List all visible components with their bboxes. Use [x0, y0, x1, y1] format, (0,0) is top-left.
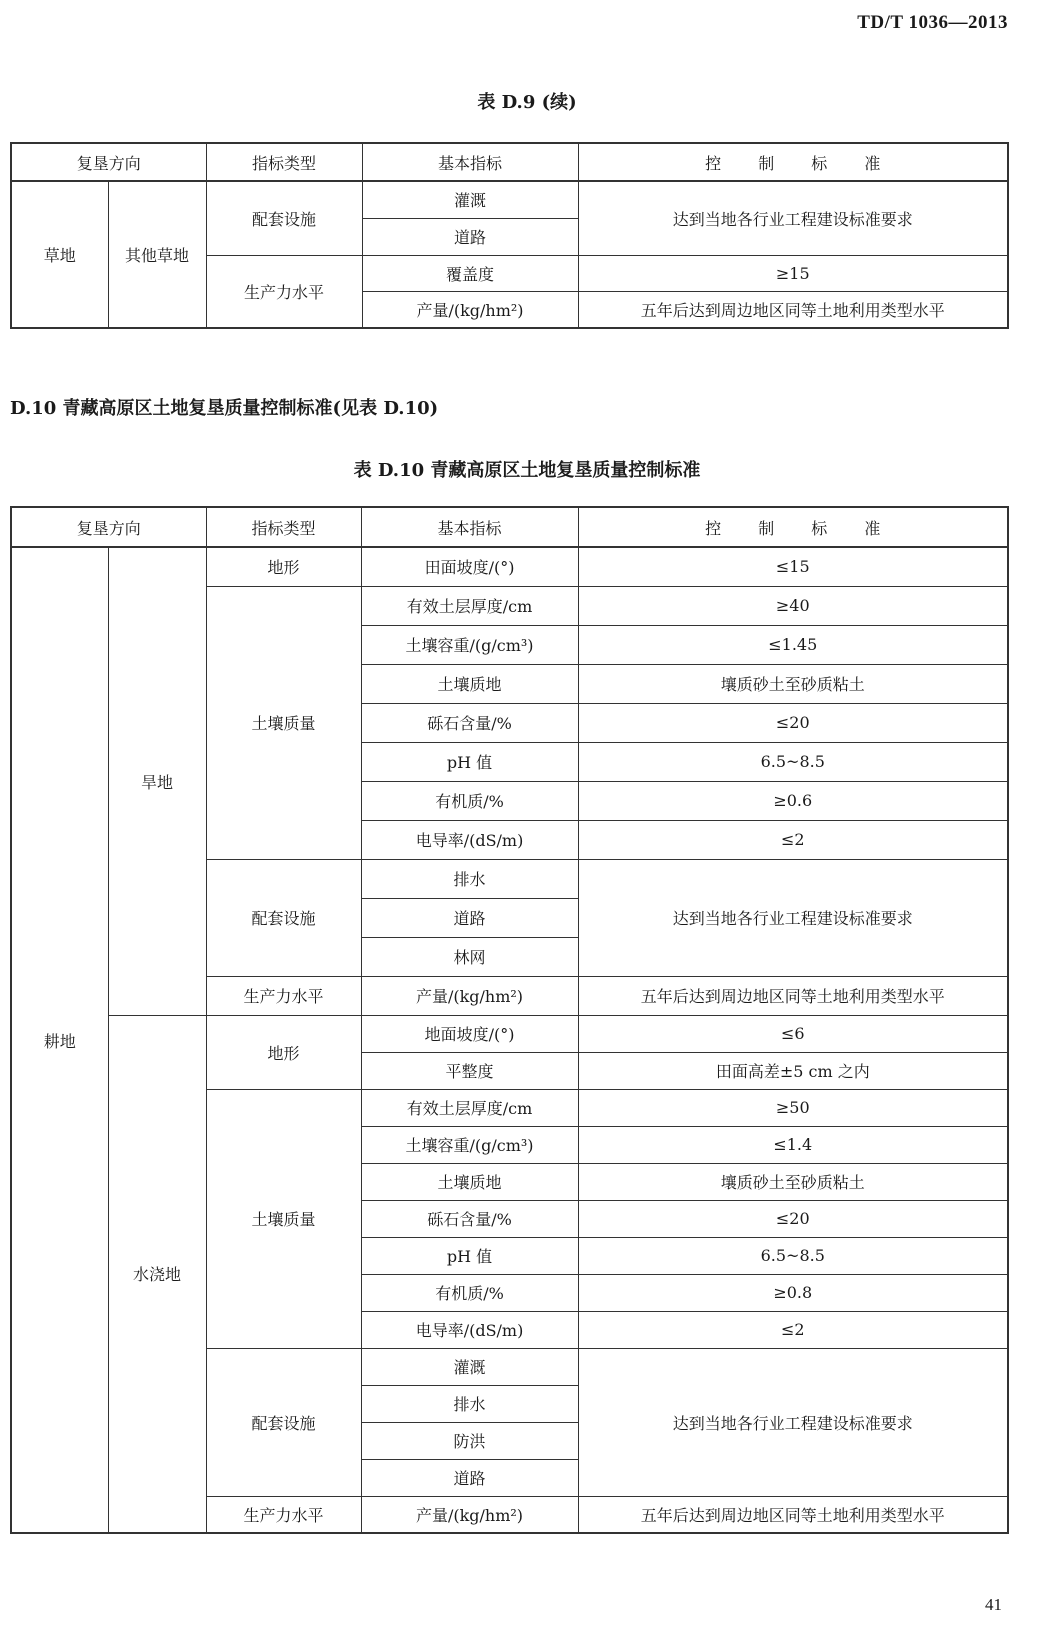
sub-type-dryland: 旱地: [108, 547, 206, 1015]
section-heading-d10: D.10 青藏高原区土地复垦质量控制标准(见表 D.10): [10, 398, 439, 419]
indicator-cell: pH 值: [361, 1237, 578, 1274]
indicator-cell: 有机质/%: [361, 781, 578, 820]
indicator-cell: 防洪: [361, 1422, 578, 1459]
indicator-cell: 有效土层厚度/cm: [361, 586, 578, 625]
indicator-cell: 砾石含量/%: [361, 1200, 578, 1237]
indicator-cell: 土壤容重/(g/cm³): [361, 1126, 578, 1163]
standard-cell: 壤质砂土至砂质粘土: [578, 1163, 1008, 1200]
indicator-cell: 灌溉: [362, 181, 578, 218]
standard-cell: ≤1.45: [578, 625, 1008, 664]
indicator-cell: pH 值: [361, 742, 578, 781]
indicator-cell: 有机质/%: [361, 1274, 578, 1311]
table-row: [11, 547, 1008, 586]
indicator-cell: 地面坡度/(°): [361, 1015, 578, 1052]
standard-cell: ≥15: [578, 255, 1008, 291]
standard-cell: 五年后达到周边地区同等土地利用类型水平: [578, 291, 1008, 328]
category-cell: 生产力水平: [206, 1496, 361, 1533]
category-cell: 生产力水平: [206, 255, 362, 328]
standard-cell: 田面高差±5 cm 之内: [578, 1052, 1008, 1089]
sub-type-cell: 其他草地: [108, 181, 206, 328]
indicator-cell: 田面坡度/(°): [361, 547, 578, 586]
indicator-cell: 土壤容重/(g/cm³): [361, 625, 578, 664]
category-cell: 地形: [206, 1015, 361, 1089]
indicator-cell: 道路: [361, 1459, 578, 1496]
table-d9-caption: 表 D.9 (续): [477, 92, 577, 113]
indicator-cell: 土壤质地: [361, 1163, 578, 1200]
col-header-direction: 复垦方向: [11, 507, 206, 547]
col-header-type: 指标类型: [206, 143, 362, 181]
category-cell: 配套设施: [206, 181, 362, 255]
indicator-cell: 覆盖度: [362, 255, 578, 291]
col-header-type: 指标类型: [206, 507, 361, 547]
indicator-cell: 电导率/(dS/m): [361, 1311, 578, 1348]
standard-cell: ≥0.6: [578, 781, 1008, 820]
standard-cell: ≤20: [578, 1200, 1008, 1237]
sub-type-irrigated: 水浇地: [108, 1015, 206, 1533]
standard-cell: 达到当地各行业工程建设标准要求: [578, 1348, 1008, 1496]
standard-cell: 6.5~8.5: [578, 1237, 1008, 1274]
indicator-cell: 砾石含量/%: [361, 703, 578, 742]
indicator-cell: 产量/(kg/hm²): [361, 976, 578, 1015]
indicator-cell: 道路: [361, 898, 578, 937]
standard-cell: ≤20: [578, 703, 1008, 742]
indicator-cell: 灌溉: [361, 1348, 578, 1385]
category-cell: 配套设施: [206, 859, 361, 976]
indicator-cell: 排水: [361, 859, 578, 898]
standard-cell: ≥0.8: [578, 1274, 1008, 1311]
standard-code: TD/T 1036—2013: [857, 12, 1008, 33]
category-cell: 生产力水平: [206, 976, 361, 1015]
standard-cell: 达到当地各行业工程建设标准要求: [578, 859, 1008, 976]
table-row: [11, 1015, 1008, 1052]
indicator-cell: 土壤质地: [361, 664, 578, 703]
category-cell: 配套设施: [206, 1348, 361, 1496]
category-cell: 土壤质量: [206, 586, 361, 859]
indicator-cell: 排水: [361, 1385, 578, 1422]
standard-cell: ≤1.4: [578, 1126, 1008, 1163]
indicator-cell: 林网: [361, 937, 578, 976]
table-d10-caption: 表 D.10 青藏高原区土地复垦质量控制标准: [353, 460, 701, 481]
indicator-cell: 有效土层厚度/cm: [361, 1089, 578, 1126]
standard-cell: ≥40: [578, 586, 1008, 625]
standard-cell: 五年后达到周边地区同等土地利用类型水平: [578, 976, 1008, 1015]
standard-cell: 6.5~8.5: [578, 742, 1008, 781]
land-type-cell: 草地: [11, 181, 108, 328]
indicator-cell: 产量/(kg/hm²): [361, 1496, 578, 1533]
standard-cell: ≤2: [578, 1311, 1008, 1348]
col-header-indicator: 基本指标: [361, 507, 578, 547]
standard-cell: 五年后达到周边地区同等土地利用类型水平: [578, 1496, 1008, 1533]
table-d9: [10, 142, 1009, 329]
standard-cell: ≤2: [578, 820, 1008, 859]
col-header-standard: 控 制 标 准: [578, 507, 1008, 547]
standard-cell: 达到当地各行业工程建设标准要求: [578, 181, 1008, 255]
indicator-cell: 平整度: [361, 1052, 578, 1089]
standard-cell: ≤15: [578, 547, 1008, 586]
land-type-cell: 耕地: [11, 547, 108, 1533]
col-header-standard: 控 制 标 准: [578, 143, 1008, 181]
table-row: [11, 181, 1008, 218]
col-header-direction: 复垦方向: [11, 143, 206, 181]
col-header-indicator: 基本指标: [362, 143, 578, 181]
category-cell: 土壤质量: [206, 1089, 361, 1348]
category-cell: 地形: [206, 547, 361, 586]
standard-cell: 壤质砂土至砂质粘土: [578, 664, 1008, 703]
indicator-cell: 电导率/(dS/m): [361, 820, 578, 859]
table-d10: [10, 506, 1009, 1534]
page-number: 41: [985, 1595, 1002, 1614]
standard-cell: ≤6: [578, 1015, 1008, 1052]
standard-cell: ≥50: [578, 1089, 1008, 1126]
indicator-cell: 产量/(kg/hm²): [362, 291, 578, 328]
indicator-cell: 道路: [362, 218, 578, 255]
